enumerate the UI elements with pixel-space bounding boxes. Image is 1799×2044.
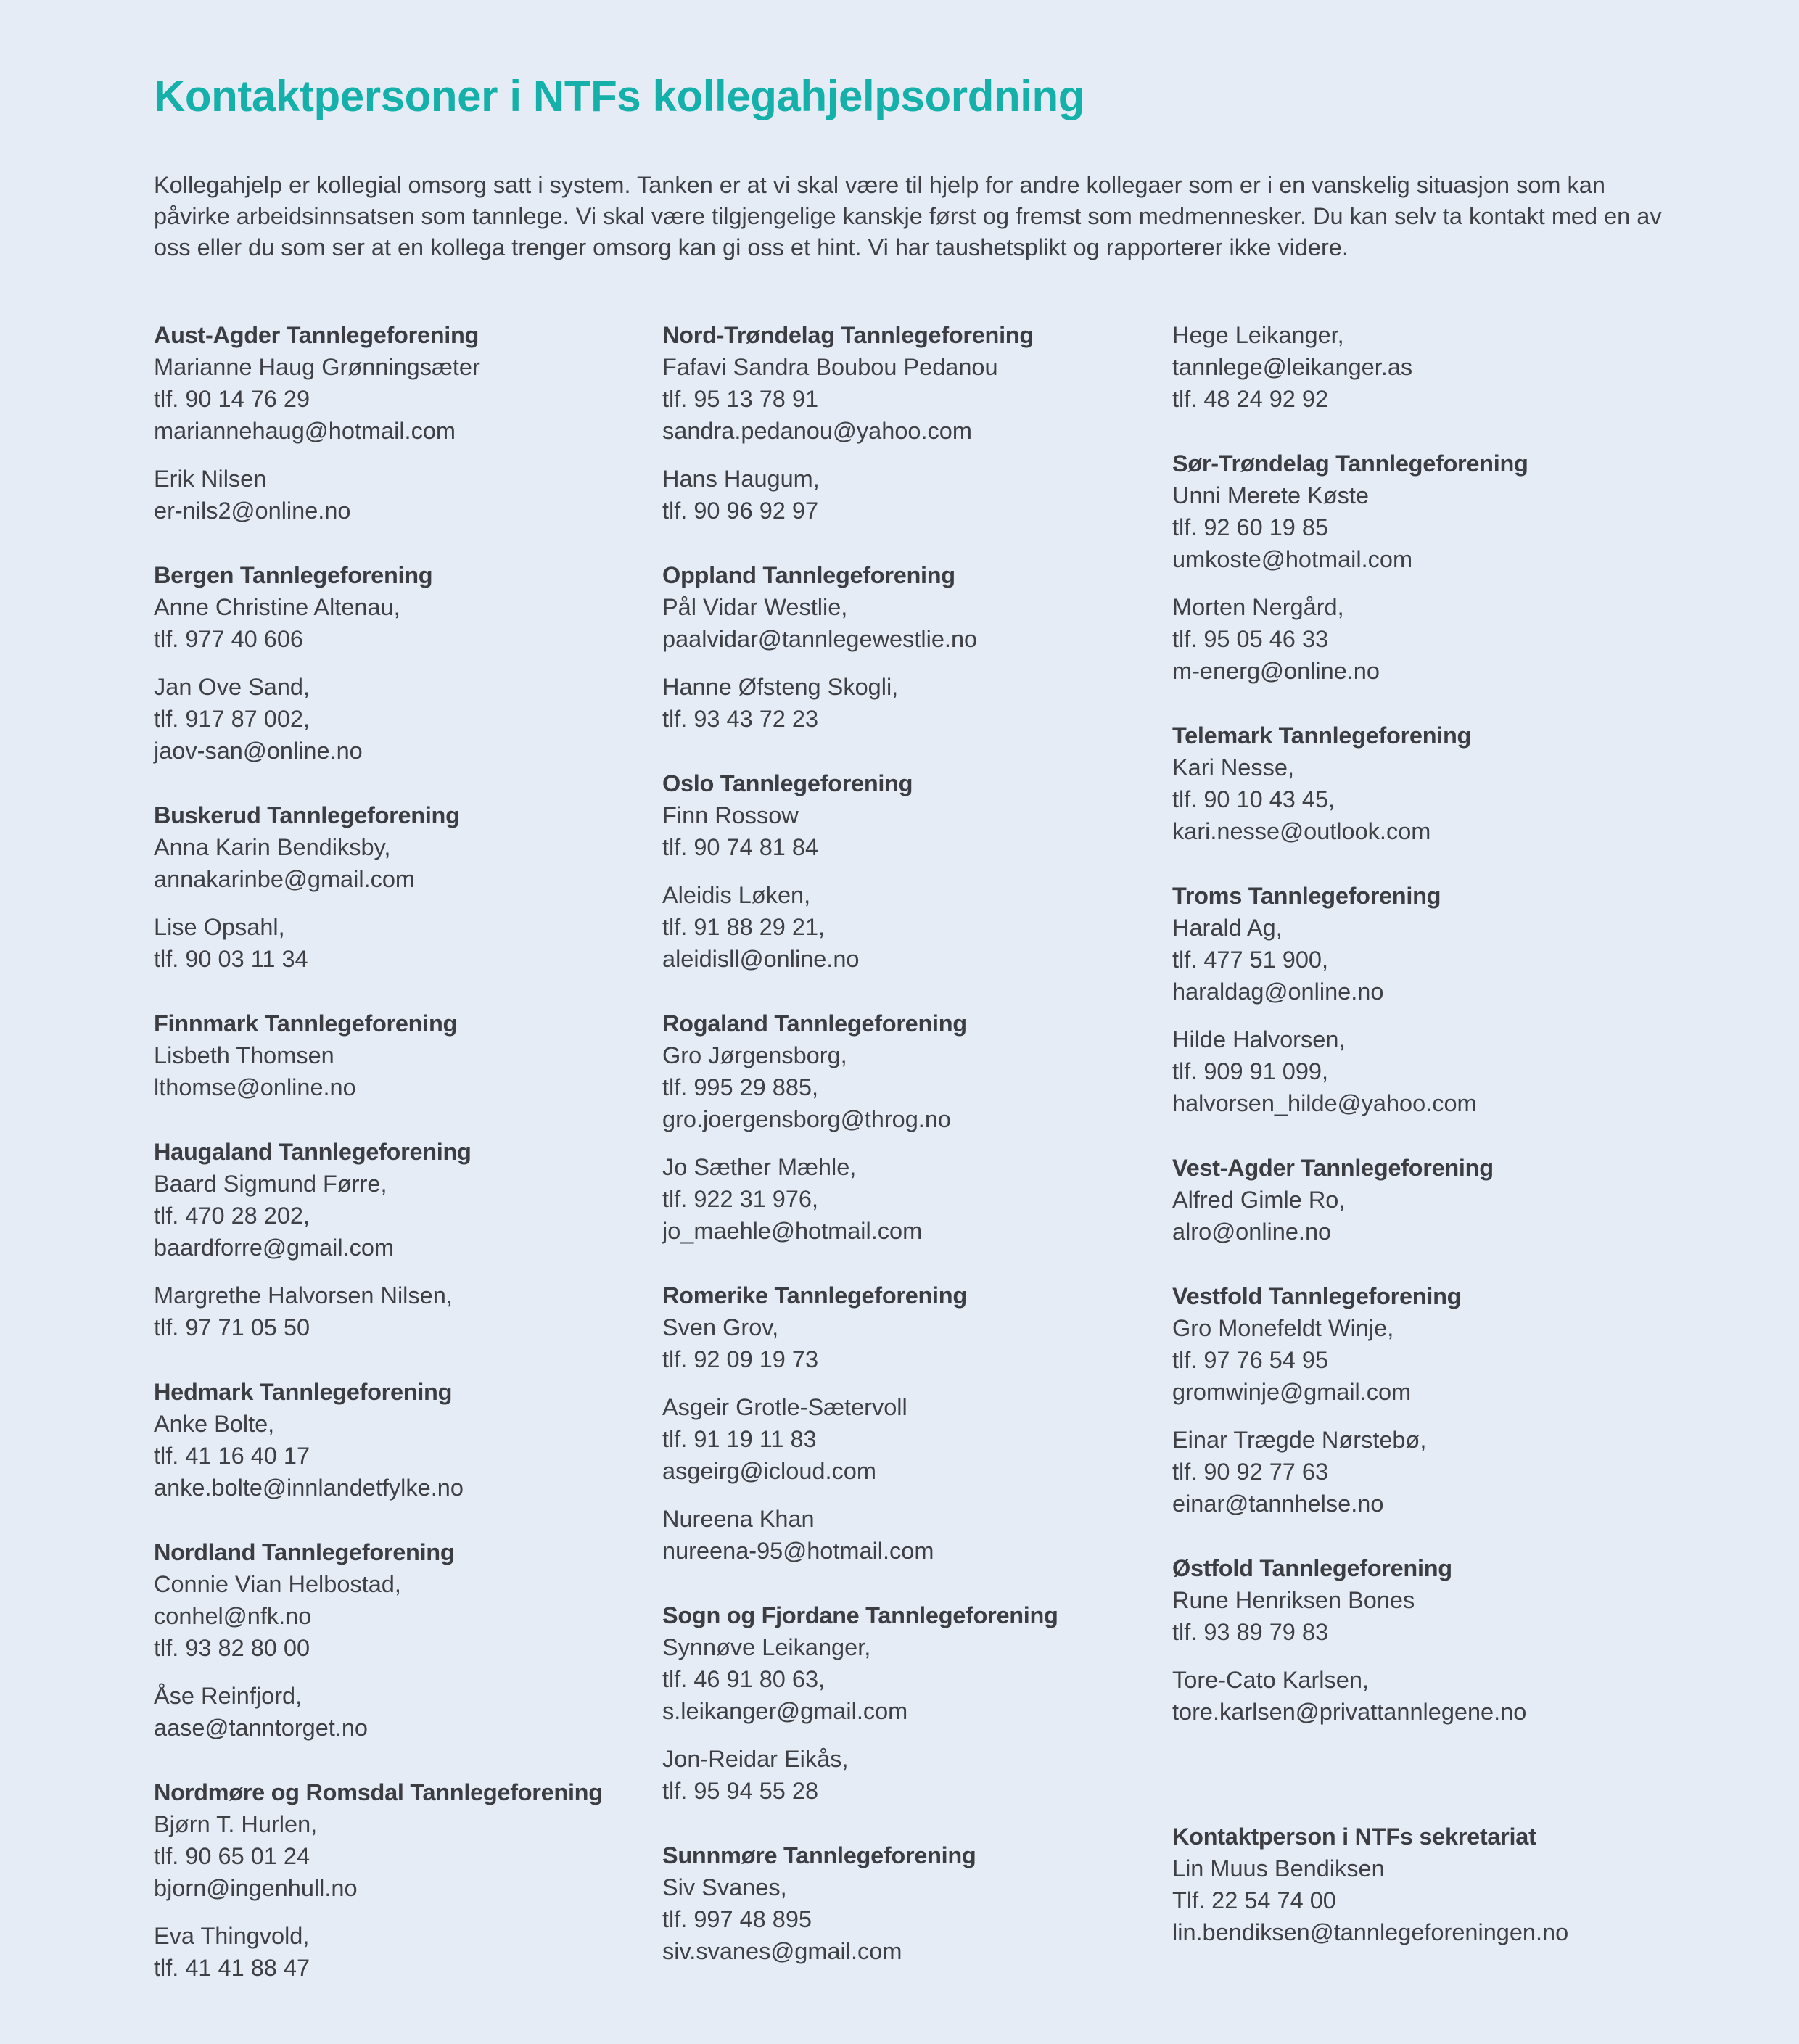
org-section — [154, 1536, 647, 1744]
contact-name: Einar Trægde Nørstebø, — [1172, 1427, 1427, 1453]
contact-phone: tlf. 997 48 895 — [662, 1906, 812, 1932]
org-section — [1172, 1280, 1666, 1520]
contact-column-3 — [1172, 319, 1666, 1981]
org-section — [1172, 1552, 1666, 1728]
contact-name: Nureena Khan — [662, 1506, 815, 1532]
org-title: Buskerud Tannlegeforening — [154, 802, 460, 828]
contact-phone: tlf. 95 94 55 28 — [662, 1778, 819, 1804]
contact-person — [1172, 1023, 1666, 1119]
contact-name: Pål Vidar Westlie, — [662, 594, 848, 620]
contact-person — [1172, 912, 1666, 1007]
contact-person — [154, 1279, 647, 1343]
page-title: Kontaktpersoner i NTFs kollegahjelpsordning — [154, 72, 1084, 120]
org-title: Romerike Tannlegeforening — [662, 1282, 967, 1309]
contact-phone: tlf. 95 13 78 91 — [662, 386, 819, 412]
contact-name: Margrethe Halvorsen Nilsen, — [154, 1282, 453, 1309]
org-title: Troms Tannlegeforening — [1172, 883, 1441, 909]
contact-phone: tlf. 93 43 72 23 — [662, 706, 819, 732]
contact-email: einar@tannhelse.no — [1172, 1491, 1384, 1517]
contact-name: Unni Merete Køste — [1172, 482, 1369, 508]
org-section — [154, 319, 647, 527]
contact-email: gro.joergensborg@throg.no — [662, 1106, 951, 1132]
contact-name: Sven Grov, — [662, 1314, 779, 1340]
contact-email: annakarinbe@gmail.com — [154, 866, 415, 892]
contact-email: er-nils2@online.no — [154, 498, 351, 524]
contact-email: paalvidar@tannlegewestlie.no — [662, 626, 978, 652]
contact-person — [1172, 1424, 1666, 1520]
org-title: Østfold Tannlegeforening — [1172, 1555, 1452, 1581]
contact-phone: tlf. 477 51 900, — [1172, 947, 1329, 973]
contact-phone: Tlf. 22 54 74 00 — [1172, 1887, 1336, 1913]
contact-email: m-energ@online.no — [1172, 658, 1380, 684]
org-title: Telemark Tannlegeforening — [1172, 722, 1472, 749]
contact-email: bjorn@ingenhull.no — [154, 1875, 358, 1901]
contact-name: Finn Rossow — [662, 802, 799, 828]
contact-person — [662, 591, 1156, 655]
org-title: Hedmark Tannlegeforening — [154, 1379, 453, 1405]
contact-phone: tlf. 48 24 92 92 — [1172, 386, 1329, 412]
contact-name: Connie Vian Helbostad, — [154, 1571, 401, 1597]
contact-email: conhel@nfk.no — [154, 1603, 312, 1629]
contact-email: umkoste@hotmail.com — [1172, 546, 1413, 572]
contact-name: Aleidis Løken, — [662, 882, 811, 908]
contact-phone: tlf. 90 10 43 45, — [1172, 786, 1335, 812]
contact-person — [154, 911, 647, 975]
org-section — [154, 1376, 647, 1504]
contact-phone: tlf. 909 91 099, — [1172, 1058, 1329, 1084]
contact-name: Anne Christine Altenau, — [154, 594, 400, 620]
contact-phone: tlf. 90 74 81 84 — [662, 834, 819, 860]
contact-person — [662, 1871, 1156, 1967]
contact-phone: tlf. 90 14 76 29 — [154, 386, 310, 412]
contact-person — [154, 1408, 647, 1504]
contact-email: tannlege@leikanger.as — [1172, 354, 1413, 380]
contact-name: Eva Thingvold, — [154, 1923, 310, 1949]
contact-person — [1172, 1664, 1666, 1728]
contact-phone: tlf. 46 91 80 63, — [662, 1666, 826, 1692]
contact-name: Morten Nergård, — [1172, 594, 1344, 620]
contact-person — [154, 351, 647, 447]
contact-person — [662, 1391, 1156, 1487]
org-section — [662, 1839, 1156, 1967]
org-title: Vestfold Tannlegeforening — [1172, 1283, 1462, 1309]
contact-name: Lisbeth Thomsen — [154, 1042, 334, 1068]
contact-person — [662, 1151, 1156, 1247]
contact-name: Alfred Gimle Ro, — [1172, 1187, 1346, 1213]
contact-name: Gro Jørgensborg, — [662, 1042, 847, 1068]
contact-phone: tlf. 93 89 79 83 — [1172, 1619, 1329, 1645]
org-title: Nordland Tannlegeforening — [154, 1539, 455, 1565]
contact-name: Tore-Cato Karlsen, — [1172, 1667, 1369, 1693]
contact-person — [662, 1631, 1156, 1727]
org-title: Sogn og Fjordane Tannlegeforening — [662, 1602, 1058, 1628]
contact-name: Marianne Haug Grønningsæter — [154, 354, 480, 380]
contact-person — [1172, 591, 1666, 687]
contact-person — [154, 463, 647, 527]
contact-email: sandra.pedanou@yahoo.com — [662, 418, 972, 444]
contact-person — [1172, 1853, 1666, 1948]
contact-phone: tlf. 41 16 40 17 — [154, 1443, 310, 1469]
contact-name: Kari Nesse, — [1172, 754, 1294, 780]
org-title: Rogaland Tannlegeforening — [662, 1010, 967, 1037]
contact-person — [662, 1503, 1156, 1567]
org-title: Kontaktperson i NTFs sekretariat — [1172, 1823, 1536, 1850]
contact-person — [154, 831, 647, 895]
contact-name: Baard Sigmund Førre, — [154, 1171, 387, 1197]
contact-person — [662, 1311, 1156, 1375]
contact-person — [1172, 1584, 1666, 1648]
contact-email: mariannehaug@hotmail.com — [154, 418, 456, 444]
intro-paragraph: Kollegahjelp er kollegial omsorg satt i system. Tanken er at vi skal være til hjelp for andre kollegaer som er i en vanskelig situasjon som kan påvirke arbeidsinnsatsen som tannlege. Vi skal være tilgjengelige kanskje først og fremst som medmennesker. Du kan selv ta kontakt med en av oss eller du som ser at en kollega trenger omsorg kan gi oss et hint. Vi har taushetsplikt og rapporterer ikke videre. — [154, 172, 1662, 260]
org-section — [662, 1007, 1156, 1247]
contact-phone: tlf. 977 40 606 — [154, 626, 303, 652]
org-title: Vest-Agder Tannlegeforening — [1172, 1155, 1494, 1181]
org-title: Nord-Trøndelag Tannlegeforening — [662, 322, 1034, 348]
org-title: Nordmøre og Romsdal Tannlegeforening — [154, 1779, 603, 1805]
contact-name: Fafavi Sandra Boubou Pedanou — [662, 354, 998, 380]
contact-phone: tlf. 922 31 976, — [662, 1186, 819, 1212]
contact-name: Anke Bolte, — [154, 1411, 275, 1437]
org-section — [662, 559, 1156, 735]
contact-email: aleidisll@online.no — [662, 946, 860, 972]
org-section — [662, 319, 1156, 527]
contact-person — [154, 1808, 647, 1904]
org-title: Oslo Tannlegeforening — [662, 770, 913, 796]
contact-email: alro@online.no — [1172, 1219, 1332, 1245]
contact-email: lin.bendiksen@tannlegeforeningen.no — [1172, 1919, 1569, 1945]
contact-email: tore.karlsen@privattannlegene.no — [1172, 1699, 1527, 1725]
contact-phone: tlf. 93 82 80 00 — [154, 1635, 310, 1661]
contact-email: jo_maehle@hotmail.com — [662, 1218, 923, 1244]
org-section — [662, 1279, 1156, 1567]
contact-name: Hege Leikanger, — [1172, 322, 1344, 348]
org-section — [1172, 880, 1666, 1119]
org-section — [1172, 720, 1666, 847]
contact-person — [154, 1680, 647, 1744]
contact-person — [662, 351, 1156, 447]
org-section — [662, 767, 1156, 975]
contact-phone: tlf. 470 28 202, — [154, 1203, 310, 1229]
org-section — [1172, 448, 1666, 687]
contact-name: Åse Reinfjord, — [154, 1683, 302, 1709]
contact-person — [662, 1743, 1156, 1807]
contact-phone: tlf. 90 92 77 63 — [1172, 1459, 1329, 1485]
contact-person — [662, 463, 1156, 527]
contact-email: halvorsen_hilde@yahoo.com — [1172, 1090, 1477, 1116]
contact-email: haraldag@online.no — [1172, 978, 1384, 1005]
org-section — [1172, 1821, 1666, 1948]
org-section — [1172, 1152, 1666, 1248]
contact-person — [1172, 479, 1666, 575]
contact-name: Jo Sæther Mæhle, — [662, 1154, 857, 1180]
contact-name: Gro Monefeldt Winje, — [1172, 1315, 1394, 1341]
contact-name: Lin Muus Bendiksen — [1172, 1855, 1385, 1882]
contact-person — [662, 671, 1156, 735]
contact-email: s.leikanger@gmail.com — [662, 1698, 908, 1724]
contact-name: Siv Svanes, — [662, 1874, 787, 1900]
contact-name: Hans Haugum, — [662, 466, 820, 492]
contact-email: nureena-95@hotmail.com — [662, 1538, 934, 1564]
contact-phone: tlf. 41 41 88 47 — [154, 1955, 310, 1981]
org-title: Bergen Tannlegeforening — [154, 562, 433, 588]
org-title: Haugaland Tannlegeforening — [154, 1139, 472, 1165]
contact-phone: tlf. 97 71 05 50 — [154, 1314, 310, 1340]
contact-email: asgeirg@icloud.com — [662, 1458, 876, 1484]
contact-phone: tlf. 92 60 19 85 — [1172, 514, 1329, 540]
contact-person — [1172, 1312, 1666, 1408]
contact-email: anke.bolte@innlandetfylke.no — [154, 1475, 464, 1501]
contact-name: Erik Nilsen — [154, 466, 267, 492]
contact-person — [154, 1039, 647, 1103]
org-section — [662, 1599, 1156, 1807]
contact-name: Asgeir Grotle-Sætervoll — [662, 1394, 907, 1420]
contact-person — [1172, 319, 1666, 415]
org-section — [154, 1776, 647, 1984]
contact-phone: tlf. 90 96 92 97 — [662, 498, 819, 524]
contact-person — [1172, 751, 1666, 847]
org-title: Aust-Agder Tannlegeforening — [154, 322, 479, 348]
contact-person — [154, 1168, 647, 1264]
contact-email: gromwinje@gmail.com — [1172, 1379, 1412, 1405]
contact-name: Rune Henriksen Bones — [1172, 1587, 1415, 1613]
contact-phone: tlf. 91 19 11 83 — [662, 1426, 817, 1452]
contact-email: aase@tanntorget.no — [154, 1715, 369, 1741]
contact-name: Synnøve Leikanger, — [662, 1634, 871, 1660]
contact-name: Bjørn T. Hurlen, — [154, 1811, 318, 1837]
contact-person — [662, 879, 1156, 975]
org-section — [154, 799, 647, 975]
contact-phone: tlf. 917 87 002, — [154, 706, 310, 732]
org-section — [154, 1007, 647, 1103]
contact-person — [154, 671, 647, 767]
contact-name: Lise Opsahl, — [154, 914, 285, 940]
contact-person — [1172, 1184, 1666, 1248]
contact-name: Jon-Reidar Eikås, — [662, 1746, 849, 1772]
contact-phone: tlf. 95 05 46 33 — [1172, 626, 1329, 652]
contact-email: baardforre@gmail.com — [154, 1235, 395, 1261]
org-section — [1172, 319, 1666, 415]
contact-email: kari.nesse@outlook.com — [1172, 818, 1431, 844]
contact-phone: tlf. 92 09 19 73 — [662, 1346, 819, 1372]
contact-person — [154, 591, 647, 655]
org-section — [154, 559, 647, 767]
contact-phone: tlf. 97 76 54 95 — [1172, 1347, 1329, 1373]
org-title: Sør-Trøndelag Tannlegeforening — [1172, 450, 1528, 477]
contact-phone: tlf. 90 65 01 24 — [154, 1843, 310, 1869]
contact-phone: tlf. 90 03 11 34 — [154, 946, 308, 972]
contact-name: Hilde Halvorsen, — [1172, 1026, 1346, 1052]
contact-person — [662, 799, 1156, 863]
contact-name: Jan Ove Sand, — [154, 674, 310, 700]
org-title: Oppland Tannlegeforening — [662, 562, 955, 588]
org-section — [154, 1136, 647, 1343]
contact-name: Harald Ag, — [1172, 915, 1283, 941]
contact-person — [154, 1920, 647, 1984]
contact-column-1 — [154, 319, 647, 2016]
org-title: Finnmark Tannlegeforening — [154, 1010, 458, 1037]
contact-phone: tlf. 995 29 885, — [662, 1074, 819, 1100]
contact-column-2 — [662, 319, 1156, 2000]
org-title: Sunnmøre Tannlegeforening — [662, 1842, 976, 1868]
contact-name: Anna Karin Bendiksby, — [154, 834, 391, 860]
contact-email: jaov-san@online.no — [154, 738, 363, 764]
contact-email: lthomse@online.no — [154, 1074, 356, 1100]
contact-email: siv.svanes@gmail.com — [662, 1938, 902, 1964]
contact-phone: tlf. 91 88 29 21, — [662, 914, 826, 940]
contact-person — [154, 1568, 647, 1664]
contact-person — [662, 1039, 1156, 1135]
contact-name: Hanne Øfsteng Skogli, — [662, 674, 899, 700]
